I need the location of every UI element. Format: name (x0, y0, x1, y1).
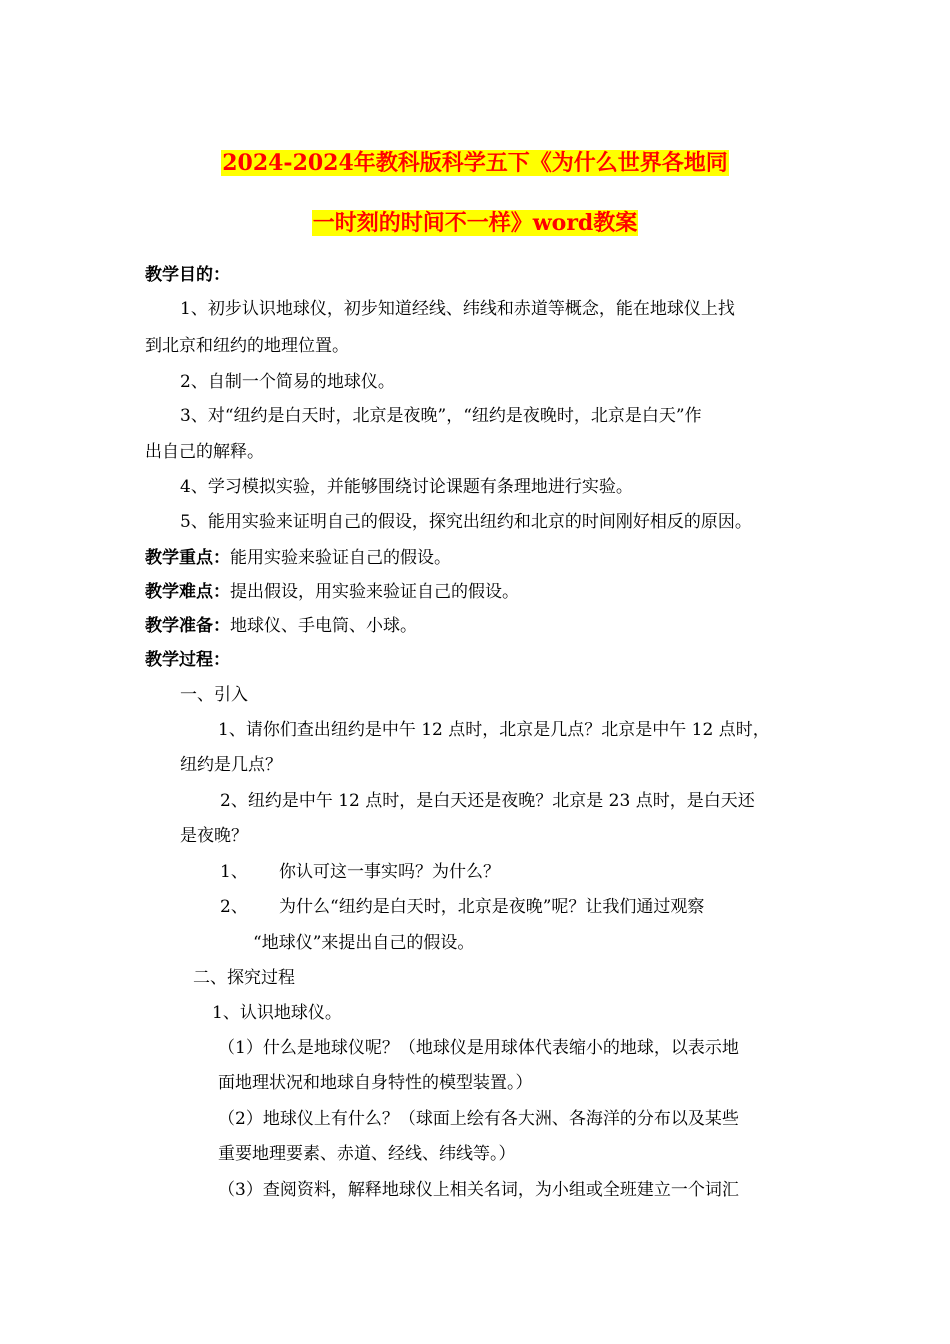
explore-item-1: 1、认识地球仪。 (212, 1003, 342, 1023)
title-text-2: 一时刻的时间不一样》word教案 (312, 210, 638, 236)
intro-heading: 一、引入 (180, 685, 248, 705)
intro-q2-line-a: 2、纽约是中午 12 点时，是白天还是夜晚？北京是 23 点时，是白天还 (220, 791, 755, 811)
objective-2: 2、自制一个简易的地球仪。 (180, 372, 395, 392)
key-point-label: 教学重点： (145, 548, 230, 568)
explore-p2-line-b: 重要地理要素、赤道、经线、纬线等。） (218, 1144, 516, 1164)
objective-1-line-b: 到北京和纽约的地理位置。 (145, 336, 349, 356)
explore-heading: 二、探究过程 (193, 968, 295, 988)
title-line-1 (0, 146, 950, 180)
intro-q2-line-b: 是夜晚？ (180, 826, 248, 846)
title-text-1: 2024-2024年教科版科学五下《为什么世界各地同 (222, 150, 728, 176)
difficulty (145, 580, 519, 604)
objective-4: 4、学习模拟实验，并能够围绕讨论课题有条理地进行实验。 (180, 477, 633, 497)
explore-p3-line-a: （3）查阅资料，解释地球仪上相关名词，为小组或全班建立一个词汇 (218, 1180, 739, 1200)
preparation-text: 地球仪、手电筒、小球。 (230, 616, 417, 636)
process-heading: 教学过程： (145, 650, 230, 670)
preparation-label: 教学准备： (145, 616, 230, 636)
difficulty-text: 提出假设，用实验来验证自己的假设。 (230, 582, 519, 602)
intro-sub-2-number: 2、 (220, 897, 248, 917)
objective-5: 5、能用实验来证明自己的假设，探究出纽约和北京的时间刚好相反的原因。 (180, 512, 752, 532)
difficulty-label: 教学难点： (145, 582, 230, 602)
intro-q1-line-b: 纽约是几点？ (180, 755, 282, 775)
explore-p2-line-a: （2）地球仪上有什么？（球面上绘有各大洲、各海洋的分布以及某些 (218, 1109, 739, 1129)
objectives-heading: 教学目的： (145, 265, 230, 285)
preparation (145, 614, 417, 638)
key-point (145, 546, 451, 570)
intro-sub-2-text-b: “地球仪”来提出自己的假设。 (253, 933, 475, 953)
title-line-2 (0, 206, 950, 240)
intro-sub-2-text-a: 为什么“纽约是白天时，北京是夜晚”呢？让我们通过观察 (279, 897, 705, 917)
explore-p1-line-b: 面地理状况和地球自身特性的模型装置。） (218, 1073, 533, 1093)
key-point-text: 能用实验来验证自己的假设。 (230, 548, 451, 568)
objective-3-line-b: 出自己的解释。 (145, 442, 264, 462)
objective-1-line-a: 1、初步认识地球仪，初步知道经线、纬线和赤道等概念，能在地球仪上找 (180, 299, 735, 319)
intro-sub-1-number: 1、 (220, 862, 248, 882)
intro-q1-line-a: 1、请你们查出纽约是中午 12 点时，北京是几点？北京是中午 12 点时， (218, 720, 770, 740)
objective-3-line-a: 3、对“纽约是白天时，北京是夜晚”，“纽约是夜晚时，北京是白天”作 (180, 406, 702, 426)
explore-p1-line-a: （1）什么是地球仪呢？（地球仪是用球体代表缩小的地球，以表示地 (218, 1038, 739, 1058)
intro-sub-1-text: 你认可这一事实吗？为什么？ (279, 862, 500, 882)
